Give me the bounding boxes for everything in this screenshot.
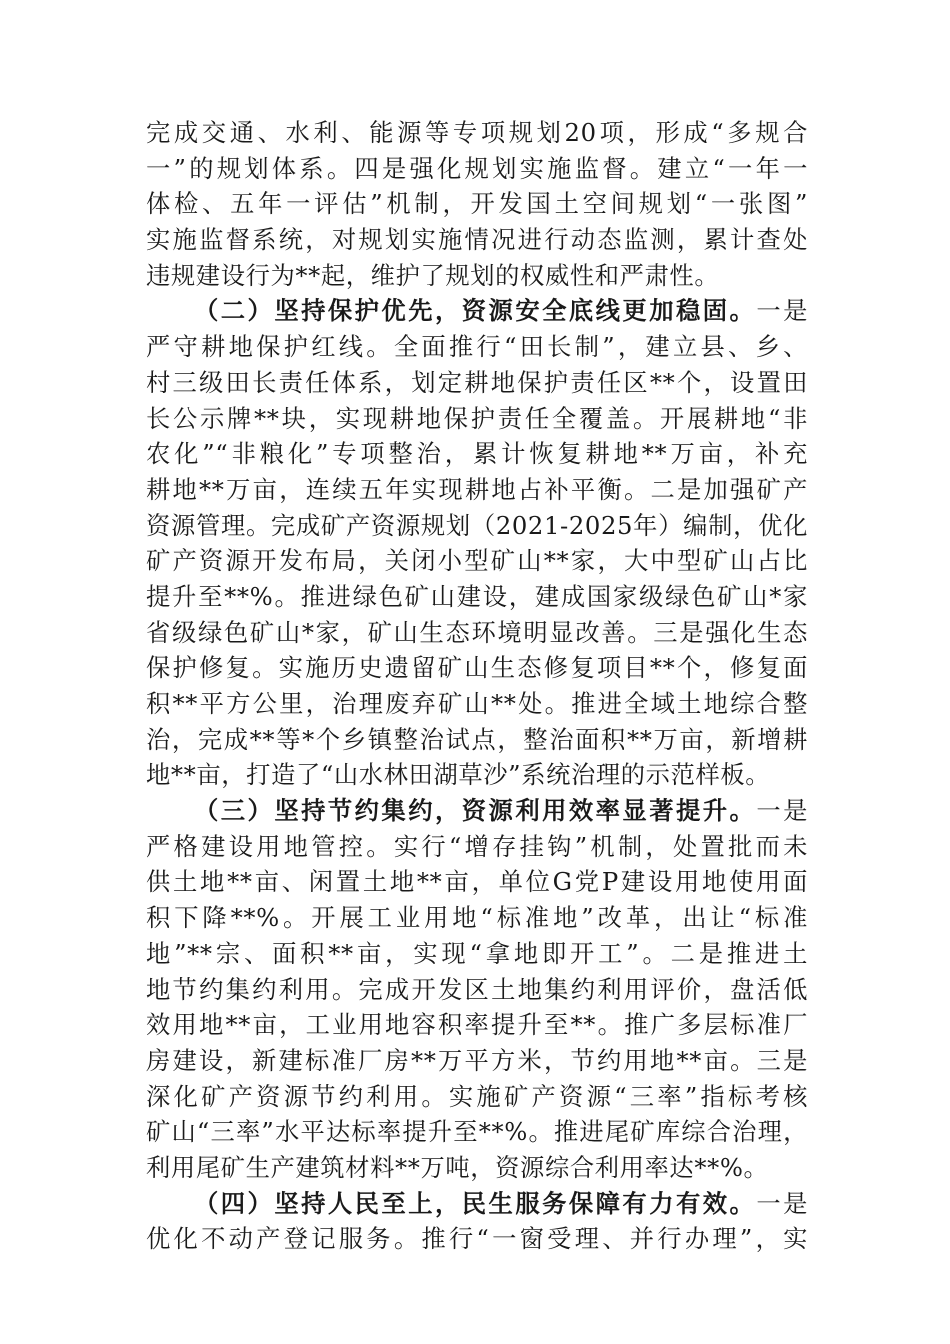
text-line: 矿山“三率”水平达标率提升至**%。推进尾矿库综合治理， [146, 1117, 808, 1147]
text-line: 一”的规划体系。四是强化规划实施监督。建立“一年一 [146, 153, 808, 183]
text-line: 完成交通、水利、能源等专项规划20项，形成“多规合 [146, 118, 808, 147]
text-run: 一是 [756, 796, 808, 826]
section-heading: （四）坚持人民至上，民生服务保障有力有效。 [194, 1188, 757, 1218]
text-line: 违规建设行为**起，维护了规划的权威性和严肃性。 [146, 260, 720, 290]
text-line: 积下降**%。开展工业用地“标准地”改革，出让“标准 [146, 903, 808, 933]
text-line: 实施监督系统，对规划实施情况进行动态监测，累计查处 [146, 225, 808, 255]
text-line: 地节约集约利用。完成开发区土地集约利用评价，盘活低 [146, 974, 808, 1004]
text-line: 提升至**%。推进绿色矿山建设，建成国家级绿色矿山*家 [146, 581, 808, 611]
section-heading: （三）坚持节约集约，资源利用效率显著提升。 [194, 796, 757, 826]
text-line: 治，完成**等*个乡镇整治试点，整治面积**万亩，新增耕 [146, 724, 808, 754]
text-run: 一是 [756, 1188, 808, 1218]
text-line: 矿产资源开发布局，关闭小型矿山**家，大中型矿山占比 [146, 546, 808, 576]
text-line: 深化矿产资源节约利用。实施矿产资源“三率”指标考核 [146, 1081, 808, 1111]
text-line: 长公示牌**块，实现耕地保护责任全覆盖。开展耕地“非 [146, 403, 808, 433]
section-heading-line [146, 1186, 808, 1222]
text-line: 利用尾矿生产建筑材料**万吨，资源综合利用率达**%。 [146, 1152, 769, 1182]
section-heading-line [146, 293, 808, 329]
body-text [146, 115, 808, 1257]
text-line: 积**平方公里，治理废弃矿山**处。推进全域土地综合整 [146, 689, 808, 718]
text-line: 严守耕地保护红线。全面推行“田长制”，建立县、乡、 [146, 332, 808, 362]
text-line: 供土地**亩、闲置土地**亩，单位G党P建设用地使用面 [146, 867, 808, 897]
text-line: 农化”“非粮化”专项整治，累计恢复耕地**万亩，补充 [146, 439, 808, 469]
text-line: 优化不动产登记服务。推行“一窗受理、并行办理”，实 [146, 1224, 808, 1254]
text-line: 村三级田长责任体系，划定耕地保护责任区**个，设置田 [146, 367, 808, 397]
section-heading: （二）坚持保护优先，资源安全底线更加稳固。 [194, 296, 757, 326]
text-line: 资源管理。完成矿产资源规划（2021-2025年）编制，优化 [146, 510, 808, 540]
text-line: 保护修复。实施历史遗留矿山生态修复项目**个，修复面 [146, 653, 808, 683]
text-line: 地”**宗、面积**亩，实现“拿地即开工”。二是推进土 [146, 938, 808, 968]
text-run: 一是 [756, 296, 808, 326]
text-line: 省级绿色矿山*家，矿山生态环境明显改善。三是强化生态 [146, 617, 808, 647]
text-line: 耕地**万亩，连续五年实现耕地占补平衡。二是加强矿产 [146, 474, 808, 504]
text-line: 体检、五年一评估”机制，开发国土空间规划“一张图” [146, 189, 808, 219]
text-line: 严格建设用地管控。实行“增存挂钩”机制，处置批而未 [146, 831, 808, 861]
text-line: 地**亩，打造了“山水林田湖草沙”系统治理的示范样板。 [146, 760, 771, 790]
text-line: 效用地**亩，工业用地容积率提升至**。推广多层标准厂 [146, 1010, 808, 1040]
section-heading-line [146, 793, 808, 829]
text-line: 房建设，新建标准厂房**万平方米，节约用地**亩。三是 [146, 1045, 808, 1075]
